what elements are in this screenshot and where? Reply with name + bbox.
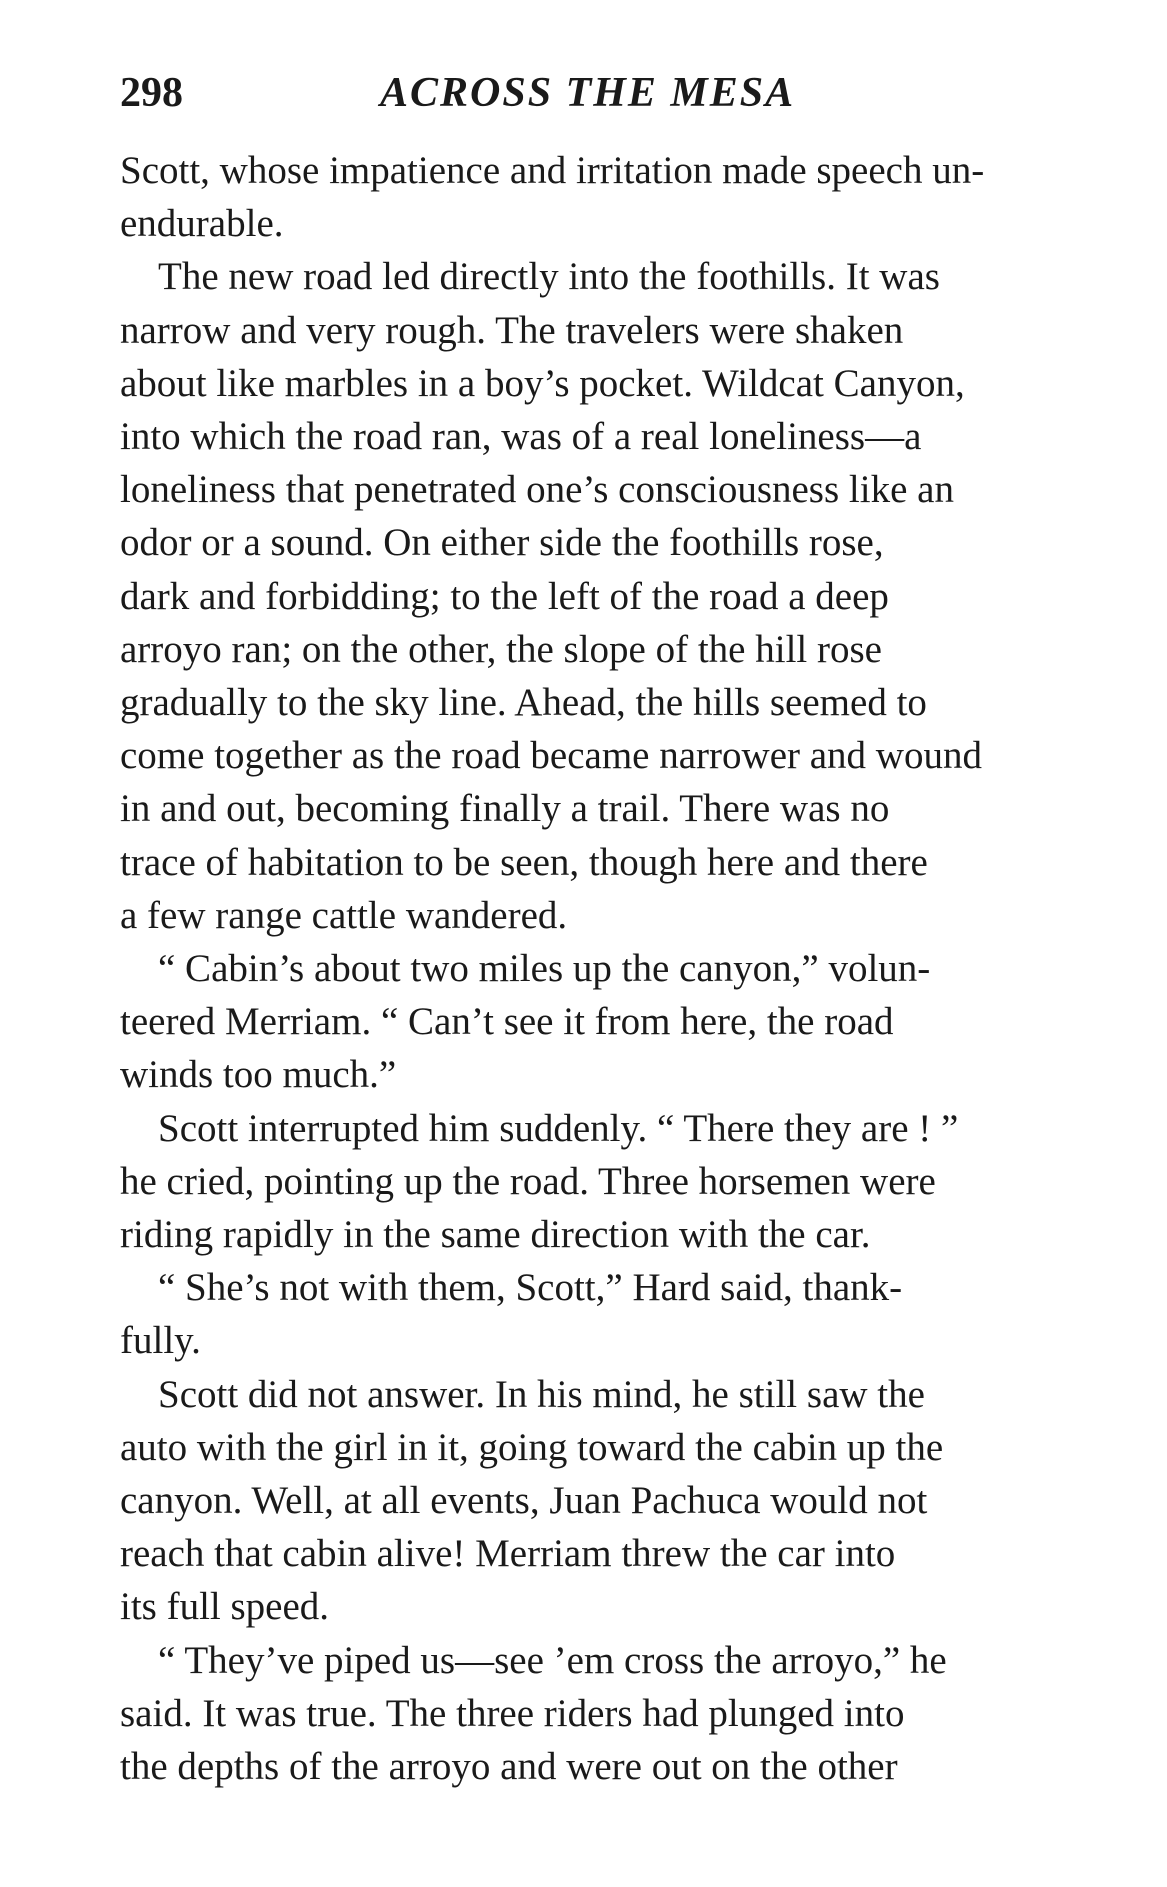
running-title: ACROSS THE MESA (380, 70, 796, 116)
paragraph: “ Cabin’s about two miles up the canyon,” volun- teered Merriam. “ Can’t see it from here, the road winds too much.” (120, 947, 931, 1097)
paragraph: The new road led directly into the foothills. It was narrow and very rough. The travelers were shaken about like marbles in a boy’s pocket. Wildcat Canyon, into which the road ran, was of a real loneliness—a loneliness that penetrated one’s consciousness like an odor or a sound. On either side the foothills rose, dark and forbidding; to the left of the road a deep arroyo ran; on the other, the slope of the hill rose gradually to the sky line. Ahead, the hills seemed to come together as the road became narrower and wound in and out, becoming finally a trail. There was no trace of habitation to be seen, though here and there a few range cattle wandered. (120, 255, 982, 937)
paragraph: Scott, whose impatience and irritation made speech un- endurable. (120, 149, 985, 246)
paragraph: Scott interrupted him suddenly. “ There they are ! ” he cried, pointing up the road. Three horsemen were riding rapidly in the same direction with the car. (120, 1106, 959, 1257)
running-head (120, 58, 1130, 128)
body-text (120, 144, 1130, 1793)
paragraph: Scott did not answer. In his mind, he still saw the auto with the girl in it, going toward the cabin up the canyon. Well, at all events, Juan Pachuca would not reach that cabin alive! Merriam threw the car into its full speed. (120, 1372, 944, 1629)
page-number: 298 (120, 70, 183, 116)
paragraph: “ She’s not with them, Scott,” Hard said, thank- fully. (120, 1266, 903, 1363)
book-page (120, 58, 1130, 1793)
paragraph: “ They’ve piped us—see ’em cross the arroyo,” he said. It was true. The three riders had plunged into the depths of the arroyo and were out on the other (120, 1638, 947, 1789)
